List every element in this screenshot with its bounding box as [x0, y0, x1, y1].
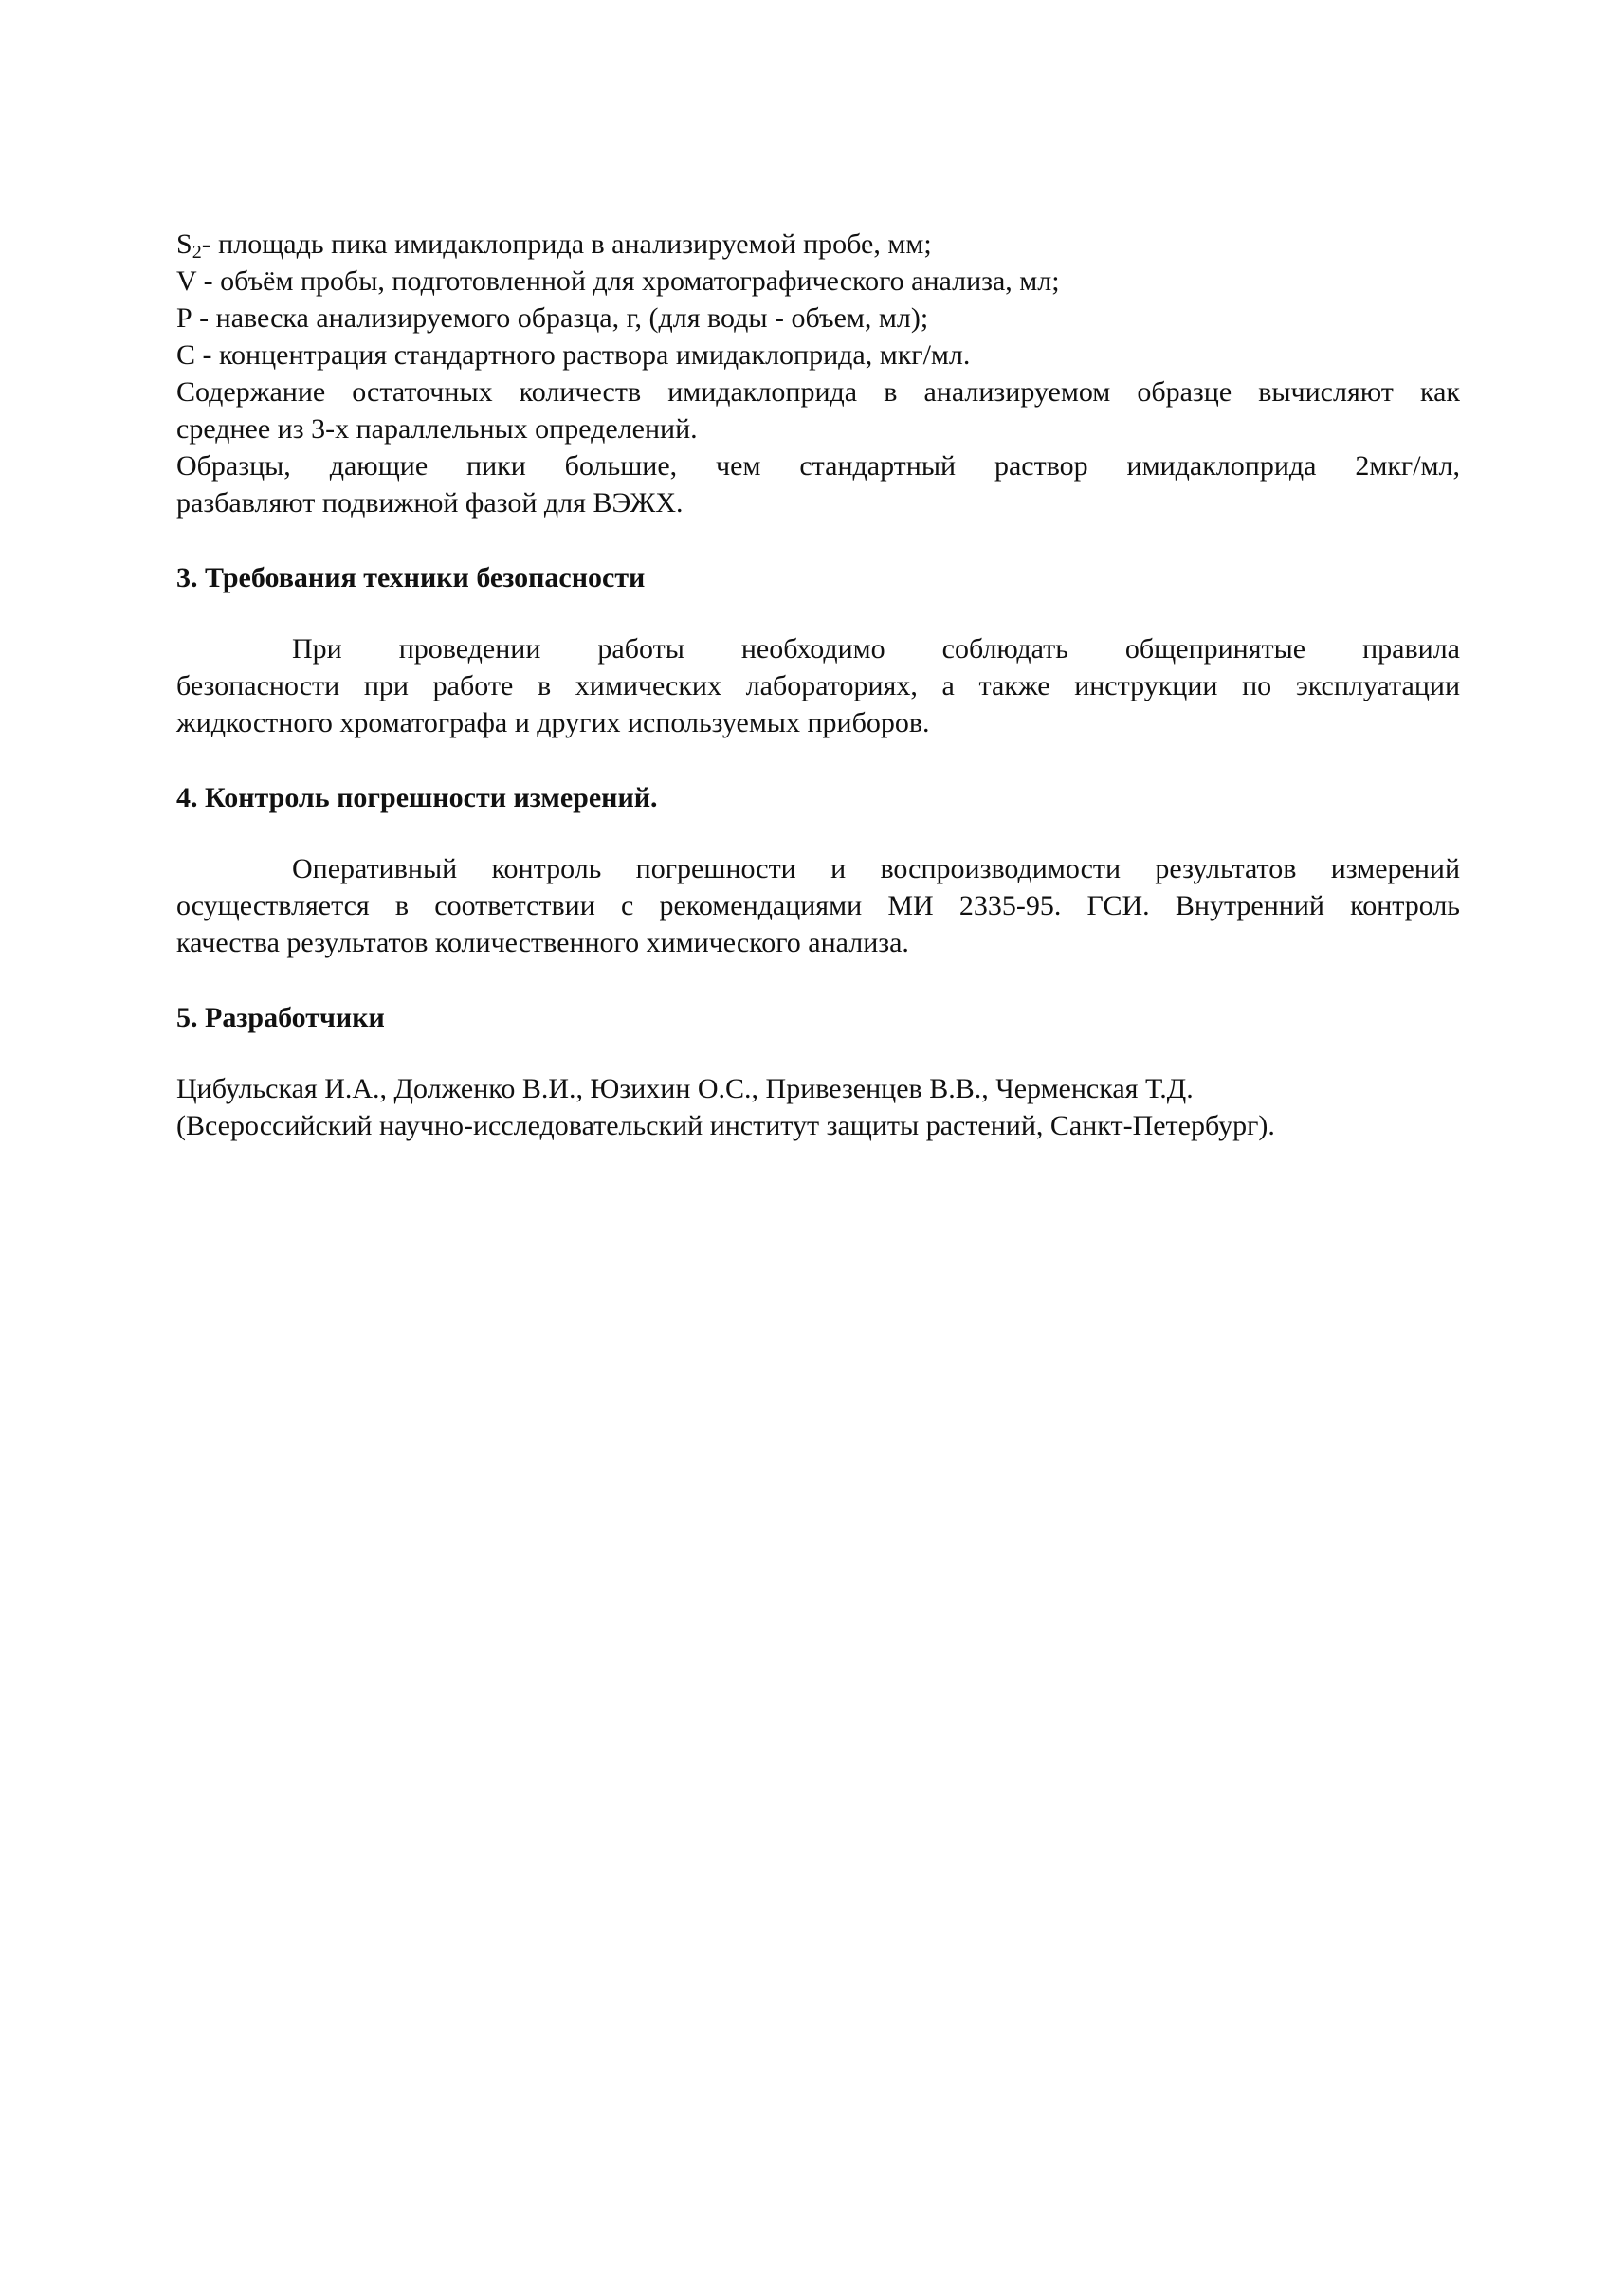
s2-text: - площадь пика имидаклоприда в анализируемой пробе, мм; [201, 228, 932, 260]
section-5-heading: 5. Разработчики [176, 1002, 385, 1033]
section-3-line: При проведении работы необходимо соблюдать общепринятые правила [292, 633, 1460, 665]
section-3-line: безопасности при работе в химических лабораториях, а также инструкции по эксплуатации [176, 670, 1460, 701]
calc-paragraph-line: Содержание остаточных количеств имидаклоприда в анализируемом образце вычисляют как [176, 376, 1460, 408]
section-4-heading: 4. Контроль погрешности измерений. [176, 782, 658, 813]
definition-c: С - концентрация стандартного раствора имидаклоприда, мкг/мл. [176, 339, 971, 371]
s2-symbol: S [176, 228, 192, 260]
dilution-paragraph [176, 447, 1460, 521]
document-page [176, 226, 1460, 1144]
section-3-heading: 3. Требования техники безопасности [176, 562, 646, 593]
s2-subscript: 2 [192, 242, 202, 263]
dilution-paragraph-line: Образцы, дающие пики большие, чем стандартный раствор имидаклоприда 2мкг/мл, [176, 450, 1460, 482]
definition-s2 [176, 226, 1460, 263]
developers-line: Цибульская И.А., Долженко В.И., Юзихин О.С., Привезенцев В.В., Черменская Т.Д. [176, 1073, 1194, 1104]
definitions-list [176, 226, 1460, 373]
calc-paragraph-line: среднее из 3-х параллельных определений. [176, 413, 698, 445]
definition-p: Р - навеска анализируемого образца, г, (для воды - объем, мл); [176, 302, 929, 334]
section-3-paragraph [176, 630, 1460, 741]
section-4-line: осуществляется в соответствии с рекомендациями МИ 2335-95. ГСИ. Внутренний контроль [176, 890, 1460, 921]
definition-v: V - объём пробы, подготовленной для хроматографического анализа, мл; [176, 265, 1060, 297]
section-4-line: качества результатов количественного химического анализа. [176, 927, 909, 958]
section-4-line: Оперативный контроль погрешности и воспроизводимости результатов измерений [292, 853, 1460, 884]
institute-line: (Всероссийский научно-исследовательский институт защиты растений, Санкт-Петербург). [176, 1110, 1275, 1141]
section-4-paragraph [176, 850, 1460, 961]
calc-paragraph [176, 373, 1460, 447]
section-3-line: жидкостного хроматографа и других используемых приборов. [176, 707, 930, 738]
dilution-paragraph-line: разбавляют подвижной фазой для ВЭЖХ. [176, 487, 684, 519]
section-5-paragraph [176, 1070, 1460, 1144]
